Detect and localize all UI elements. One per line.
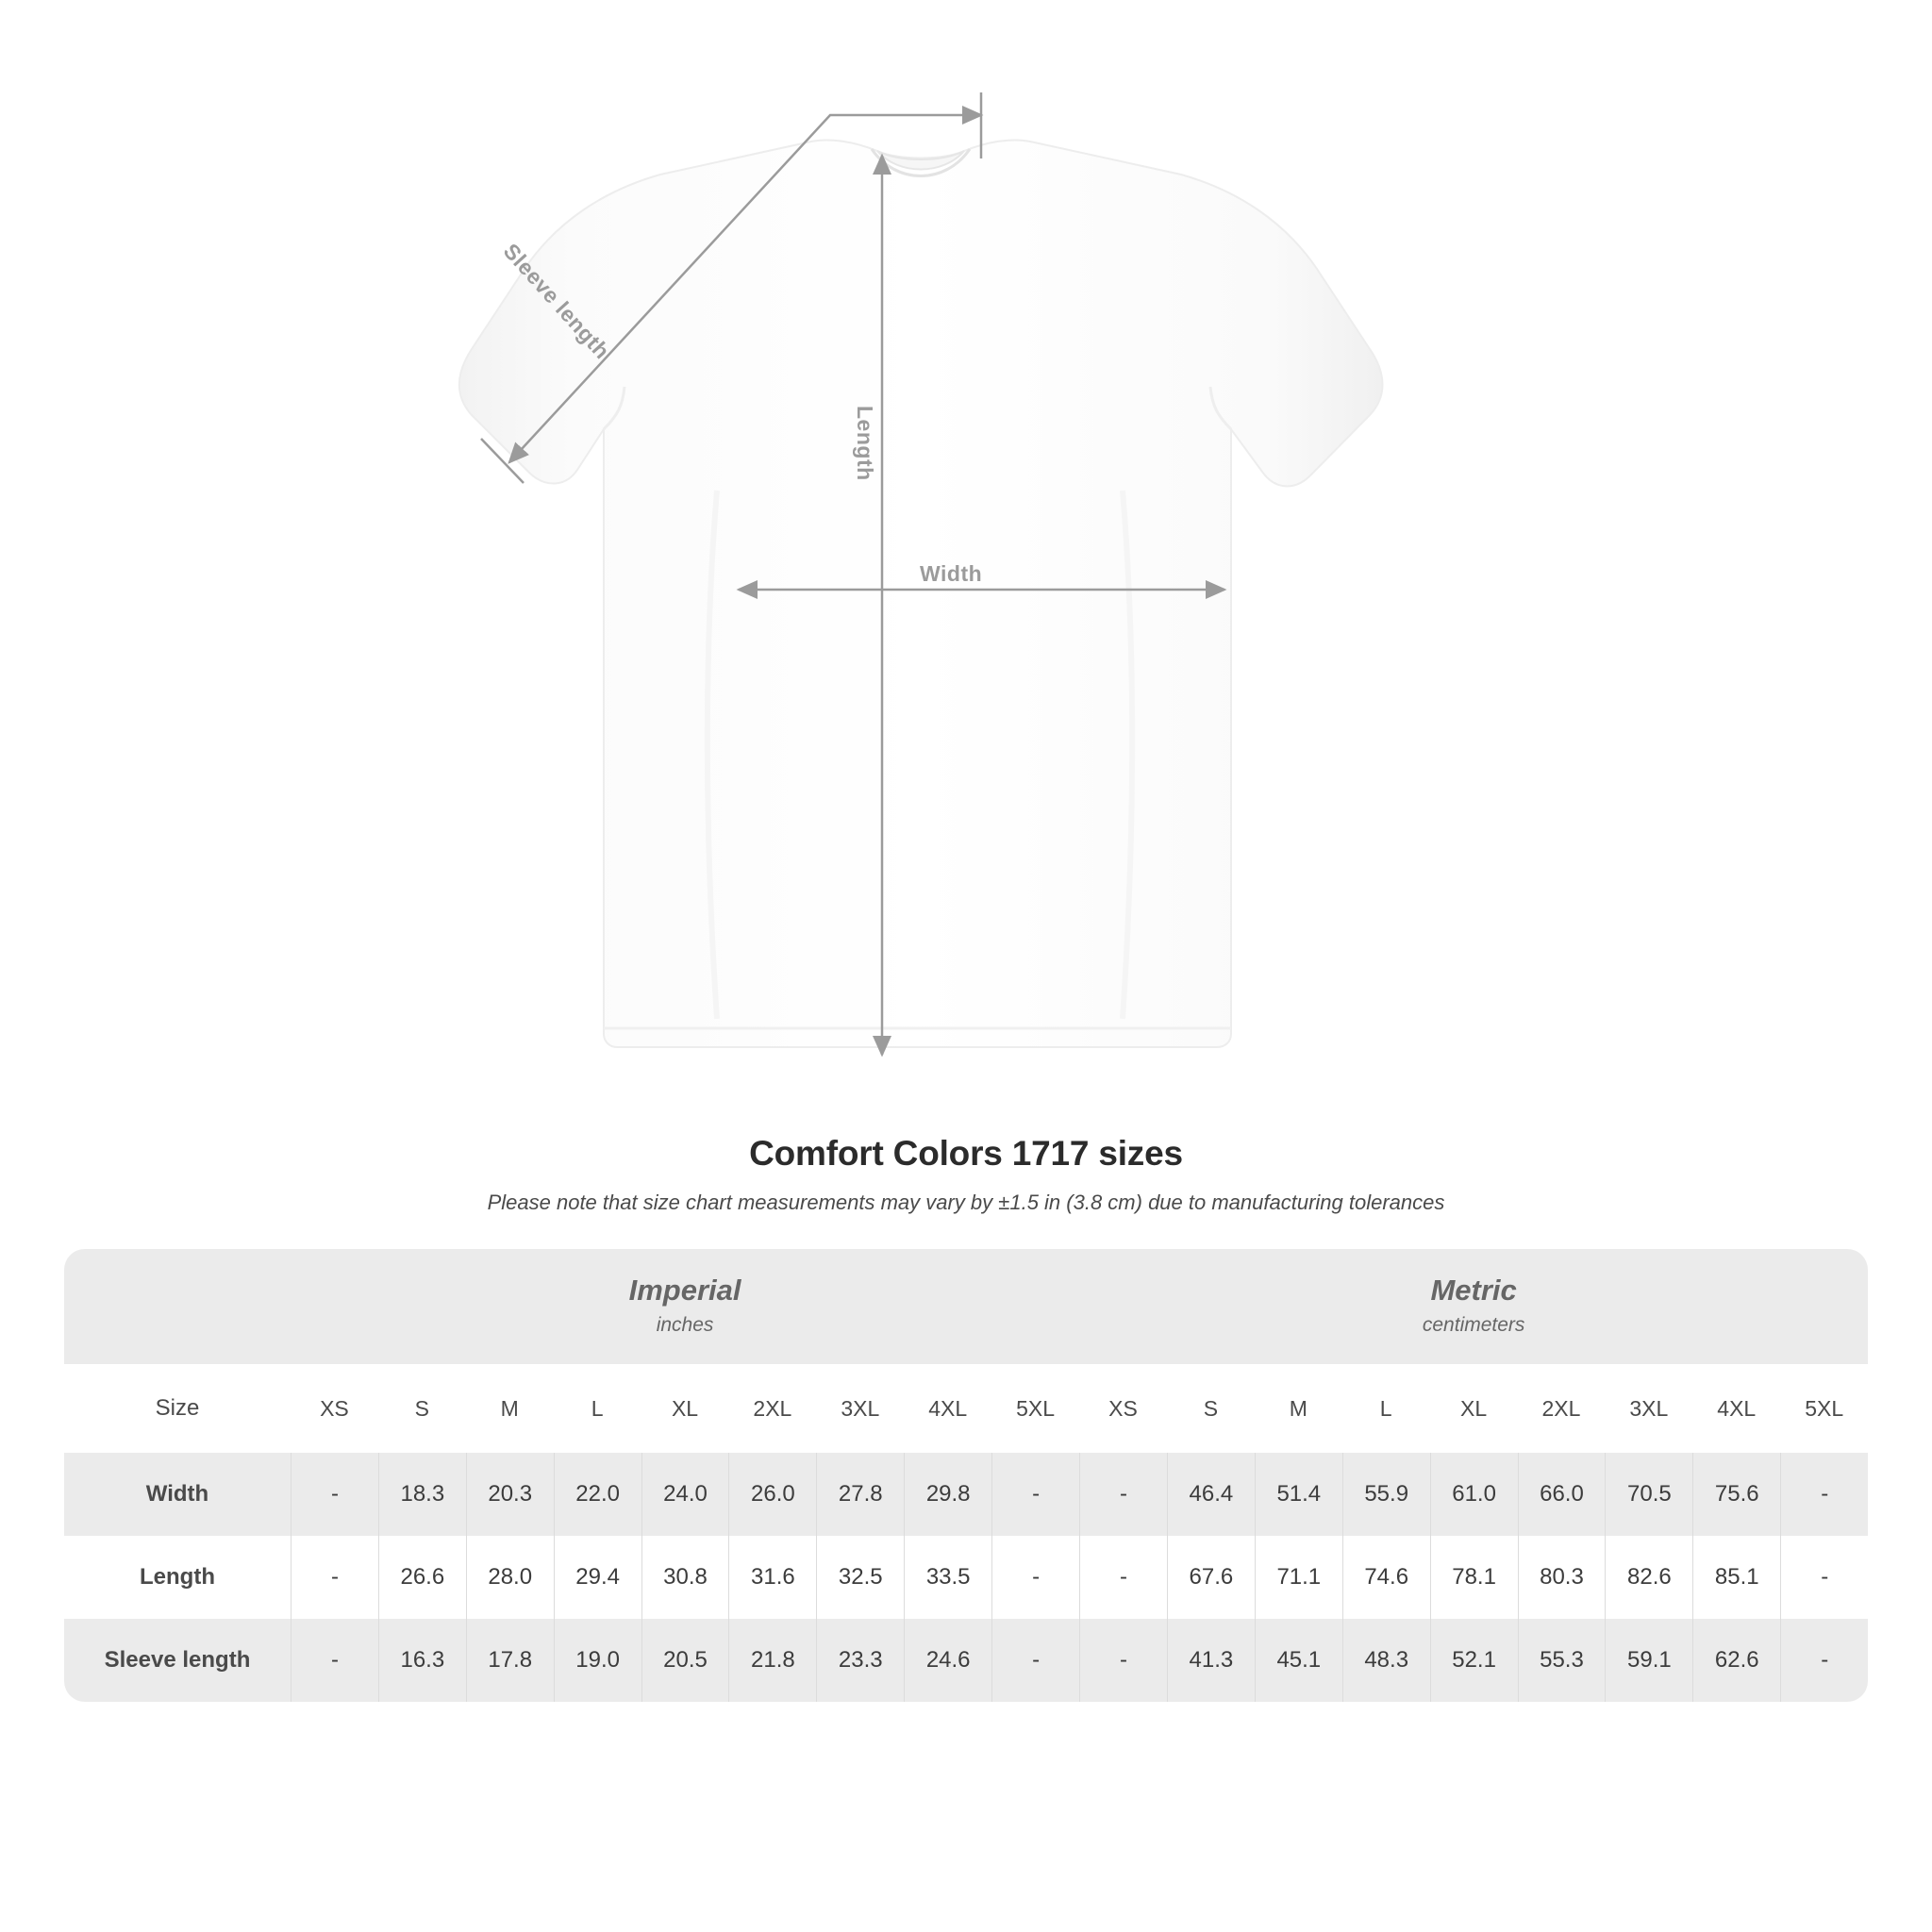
width-label: Width xyxy=(920,561,983,586)
cell-sleeve-met-l: 48.3 xyxy=(1342,1619,1430,1702)
cell-sleeve-met-xl: 52.1 xyxy=(1430,1619,1518,1702)
cell-length-imp-3xl: 32.5 xyxy=(816,1536,904,1619)
cell-width-imp-xs: - xyxy=(291,1453,378,1536)
cell-sleeve-imp-3xl: 23.3 xyxy=(816,1619,904,1702)
table-row-width xyxy=(64,1453,1868,1536)
unit-name-imperial: Imperial xyxy=(628,1273,741,1307)
col-header-met-5xl: 5XL xyxy=(1780,1364,1868,1453)
tshirt-shape xyxy=(459,140,1383,1047)
col-header-imp-5xl: 5XL xyxy=(991,1364,1079,1453)
title-block xyxy=(0,1134,1932,1215)
row-label-length: Length xyxy=(64,1536,291,1619)
length-label: Length xyxy=(853,406,877,481)
cell-length-met-s: 67.6 xyxy=(1167,1536,1255,1619)
page-title: Comfort Colors 1717 sizes xyxy=(749,1134,1183,1173)
col-header-imp-xl: XL xyxy=(641,1364,729,1453)
col-header-met-3xl: 3XL xyxy=(1605,1364,1692,1453)
col-header-imp-3xl: 3XL xyxy=(816,1364,904,1453)
cell-length-imp-xl: 30.8 xyxy=(641,1536,729,1619)
unit-group-metric xyxy=(1079,1249,1868,1364)
tolerance-note: Please note that size chart measurements may vary by ±1.5 in (3.8 cm) due to manufacturing tolerances xyxy=(487,1191,1445,1214)
cell-length-imp-5xl: - xyxy=(991,1536,1079,1619)
cell-length-met-3xl: 82.6 xyxy=(1605,1536,1692,1619)
unit-group-imperial xyxy=(291,1249,1079,1364)
cell-length-imp-4xl: 33.5 xyxy=(904,1536,991,1619)
cell-sleeve-imp-s: 16.3 xyxy=(378,1619,466,1702)
cell-length-imp-s: 26.6 xyxy=(378,1536,466,1619)
col-header-met-l: L xyxy=(1342,1364,1430,1453)
col-header-imp-xs: XS xyxy=(291,1364,378,1453)
cell-length-imp-2xl: 31.6 xyxy=(728,1536,816,1619)
col-header-imp-l: L xyxy=(554,1364,641,1453)
size-table-area xyxy=(64,1249,1868,1702)
cell-width-imp-2xl: 26.0 xyxy=(728,1453,816,1536)
cell-sleeve-imp-m: 17.8 xyxy=(466,1619,554,1702)
cell-sleeve-met-3xl: 59.1 xyxy=(1605,1619,1692,1702)
cell-length-imp-m: 28.0 xyxy=(466,1536,554,1619)
cell-width-met-xl: 61.0 xyxy=(1430,1453,1518,1536)
cell-width-met-s: 46.4 xyxy=(1167,1453,1255,1536)
col-header-imp-m: M xyxy=(466,1364,554,1453)
cell-sleeve-imp-l: 19.0 xyxy=(554,1619,641,1702)
cell-sleeve-met-xs: - xyxy=(1079,1619,1167,1702)
unit-header-row xyxy=(64,1249,1868,1364)
col-header-met-s: S xyxy=(1167,1364,1255,1453)
cell-length-met-l: 74.6 xyxy=(1342,1536,1430,1619)
unit-sub-imperial: inches xyxy=(656,1313,714,1336)
cell-length-met-2xl: 80.3 xyxy=(1518,1536,1606,1619)
cell-sleeve-met-5xl: - xyxy=(1780,1619,1868,1702)
row-label-width: Width xyxy=(64,1453,291,1536)
sleeve-length-label: Sleeve length xyxy=(498,239,615,364)
col-header-imp-2xl: 2XL xyxy=(728,1364,816,1453)
cell-length-met-xs: - xyxy=(1079,1536,1167,1619)
unit-name-metric: Metric xyxy=(1430,1273,1517,1307)
col-header-met-xs: XS xyxy=(1079,1364,1167,1453)
col-header-met-4xl: 4XL xyxy=(1692,1364,1780,1453)
cell-width-met-4xl: 75.6 xyxy=(1692,1453,1780,1536)
cell-sleeve-met-s: 41.3 xyxy=(1167,1619,1255,1702)
size-table xyxy=(64,1249,1868,1702)
cell-sleeve-imp-xl: 20.5 xyxy=(641,1619,729,1702)
col-header-met-m: M xyxy=(1255,1364,1342,1453)
cell-length-imp-l: 29.4 xyxy=(554,1536,641,1619)
cell-width-met-3xl: 70.5 xyxy=(1605,1453,1692,1536)
col-header-imp-s: S xyxy=(378,1364,466,1453)
unit-sub-metric: centimeters xyxy=(1422,1313,1525,1336)
cell-sleeve-met-4xl: 62.6 xyxy=(1692,1619,1780,1702)
cell-width-imp-m: 20.3 xyxy=(466,1453,554,1536)
cell-width-met-5xl: - xyxy=(1780,1453,1868,1536)
cell-width-imp-4xl: 29.8 xyxy=(904,1453,991,1536)
cell-width-met-l: 55.9 xyxy=(1342,1453,1430,1536)
cell-width-imp-xl: 24.0 xyxy=(641,1453,729,1536)
cell-width-met-m: 51.4 xyxy=(1255,1453,1342,1536)
cell-length-met-5xl: - xyxy=(1780,1536,1868,1619)
unit-spacer-cell xyxy=(64,1249,291,1364)
cell-length-imp-xs: - xyxy=(291,1536,378,1619)
cell-sleeve-imp-5xl: - xyxy=(991,1619,1079,1702)
size-header-label: Size xyxy=(64,1364,291,1453)
cell-width-met-2xl: 66.0 xyxy=(1518,1453,1606,1536)
col-header-met-xl: XL xyxy=(1430,1364,1518,1453)
cell-sleeve-imp-4xl: 24.6 xyxy=(904,1619,991,1702)
cell-length-met-xl: 78.1 xyxy=(1430,1536,1518,1619)
cell-sleeve-met-m: 45.1 xyxy=(1255,1619,1342,1702)
size-header-row xyxy=(64,1364,1868,1453)
col-header-imp-4xl: 4XL xyxy=(904,1364,991,1453)
table-row-length xyxy=(64,1536,1868,1619)
cell-sleeve-met-2xl: 55.3 xyxy=(1518,1619,1606,1702)
cell-sleeve-imp-2xl: 21.8 xyxy=(728,1619,816,1702)
cell-width-imp-3xl: 27.8 xyxy=(816,1453,904,1536)
col-header-met-2xl: 2XL xyxy=(1518,1364,1606,1453)
cell-width-imp-5xl: - xyxy=(991,1453,1079,1536)
cell-width-imp-s: 18.3 xyxy=(378,1453,466,1536)
cell-length-met-4xl: 85.1 xyxy=(1692,1536,1780,1619)
cell-sleeve-imp-xs: - xyxy=(291,1619,378,1702)
table-row-sleeve-length xyxy=(64,1619,1868,1702)
cell-length-met-m: 71.1 xyxy=(1255,1536,1342,1619)
cell-width-imp-l: 22.0 xyxy=(554,1453,641,1536)
row-label-sleeve-length: Sleeve length xyxy=(64,1619,291,1702)
cell-width-met-xs: - xyxy=(1079,1453,1167,1536)
